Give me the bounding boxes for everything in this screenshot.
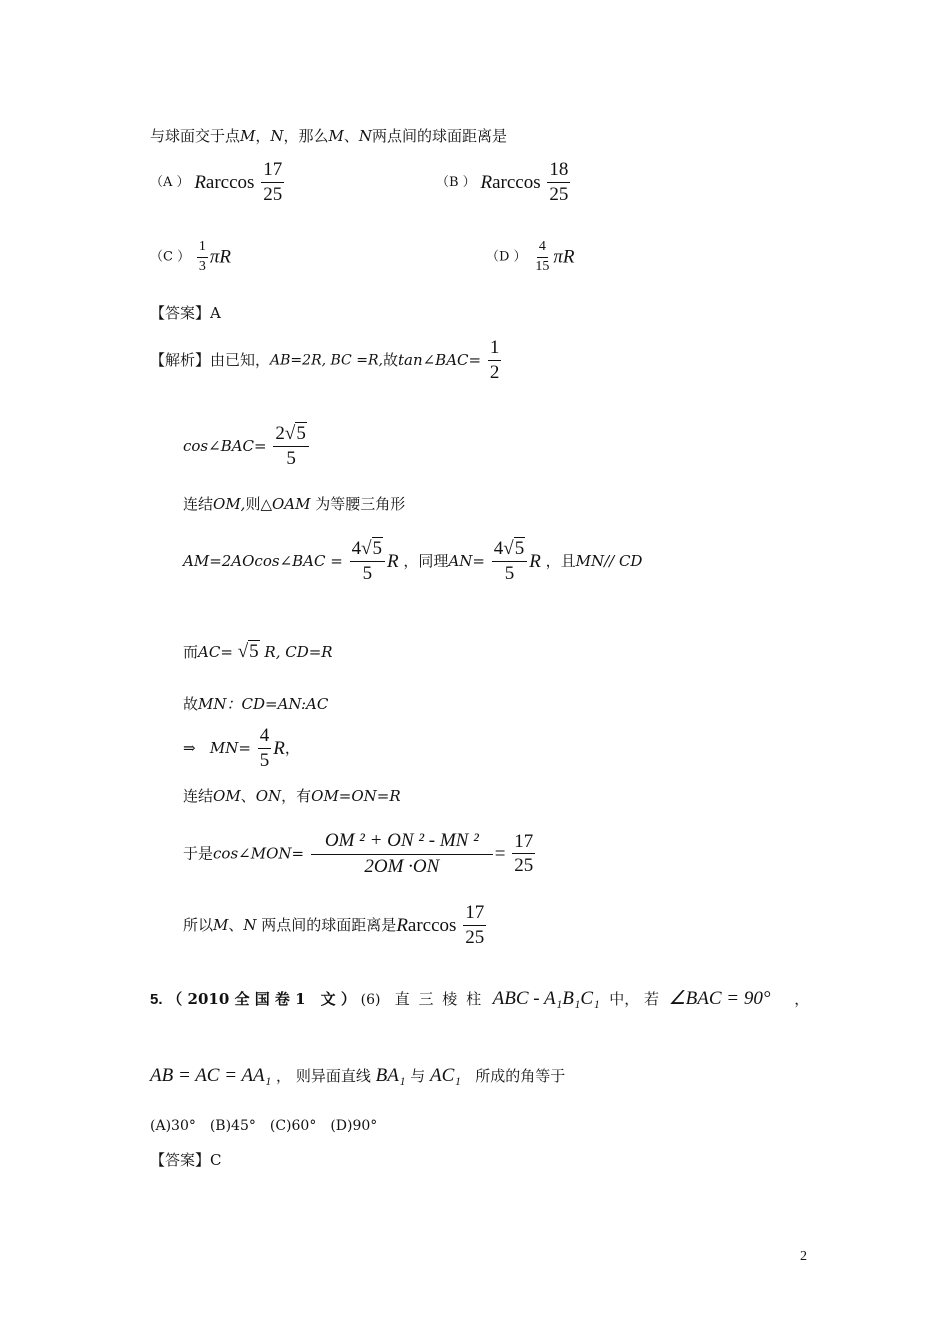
sqrt-symbol: √5 — [361, 538, 383, 559]
page-number: 2 — [800, 1249, 807, 1264]
sqrt-symbol: √5 — [284, 423, 306, 444]
cos-fraction: $\frac{2√5}{5}$ — [273, 424, 308, 469]
am-fraction: $\frac{4√5}{5}$ — [350, 539, 385, 584]
option-a: （A ） Rarccos $\frac{17}{25}$ — [150, 159, 283, 205]
analysis-line-3: 连结OM,则△OAM 为等腰三角形 — [183, 495, 406, 513]
distance-fraction: $\frac{17}{25}$ — [465, 902, 485, 948]
analysis-line-1: 【解析】由已知，AB=2R, BC =R,故tan∠BAC= $\frac{1}{2}$ — [150, 337, 500, 383]
question-stem: 与球面交于点M，N，那么M、N两点间的球面距离是 — [150, 127, 508, 145]
cos-mon-fraction: $\frac{\text{OM ² + ON ² - MN ²}}{2OM \cdot ON}$ — [311, 831, 493, 877]
analysis-line-7: ⇒ MN= $\frac{4}{5}$ R， — [183, 725, 300, 771]
mn-fraction: $\frac{4}{5}$ — [259, 725, 270, 771]
sqrt-symbol: √5 — [503, 538, 525, 559]
an-fraction: $\frac{4√5}{5}$ — [492, 539, 527, 584]
analysis-line-9: 于是cos∠MON= $\frac{\text{OM ² + ON ² - MN ²}}{2OM \cdot ON}$ = $\frac{17}{25}$ — [183, 830, 534, 877]
option-b: （B ） Rarccos $\frac{18}{25}$ — [436, 159, 569, 205]
option-c-fraction: $\frac{1}{3}$ — [198, 239, 206, 274]
option-b-fraction: $\frac{18}{25}$ — [549, 159, 569, 205]
answer-1: 【答案】A — [150, 304, 221, 322]
option-c: （C ） $\frac{1}{3}$ πR — [150, 239, 231, 274]
tan-fraction: $\frac{1}{2}$ — [489, 337, 500, 383]
analysis-line-5: 而AC= √5 R, CD=R — [183, 641, 333, 662]
question-5-line-2: AB = AC = AA₁ ， 则异面直线 BA₁ 与 AC₁ 所成的角等于 — [150, 1065, 566, 1086]
question-5-choices: (A)30° (B)45° (C)60° (D)90° — [150, 1118, 378, 1134]
analysis-line-4: AM=2AOcos∠BAC = $\frac{4√5}{5}$ R ，同理AN= $\frac{4√5}{5}$ R ，且MN// CD — [183, 538, 643, 584]
analysis-line-8: 连结OM、ON，有OM=ON=R — [183, 787, 401, 805]
option-d: （D ） $\frac{4}{15}$ πR — [486, 239, 575, 274]
option-d-fraction: $\frac{4}{15}$ — [535, 239, 550, 274]
sqrt-symbol: √5 — [237, 641, 259, 662]
option-a-fraction: $\frac{17}{25}$ — [263, 159, 283, 205]
analysis-cos-line: cos∠BAC= $\frac{2√5}{5}$ — [183, 424, 311, 469]
question-5-line-1: 5. （ 2010 全 国 卷 1 文 ） (6) 直 三 棱 柱 ABC - A₁B₁C₁ 中， 若 ∠BAC = 90° ， — [150, 988, 810, 1009]
answer-2: 【答案】C — [150, 1151, 222, 1169]
analysis-line-6: 故MN：CD=AN:AC — [183, 695, 329, 713]
analysis-line-10: 所以M、N 两点间的球面距离是Rarccos $\frac{17}{25}$ — [183, 902, 485, 948]
result-fraction: $\frac{17}{25}$ — [514, 830, 534, 877]
